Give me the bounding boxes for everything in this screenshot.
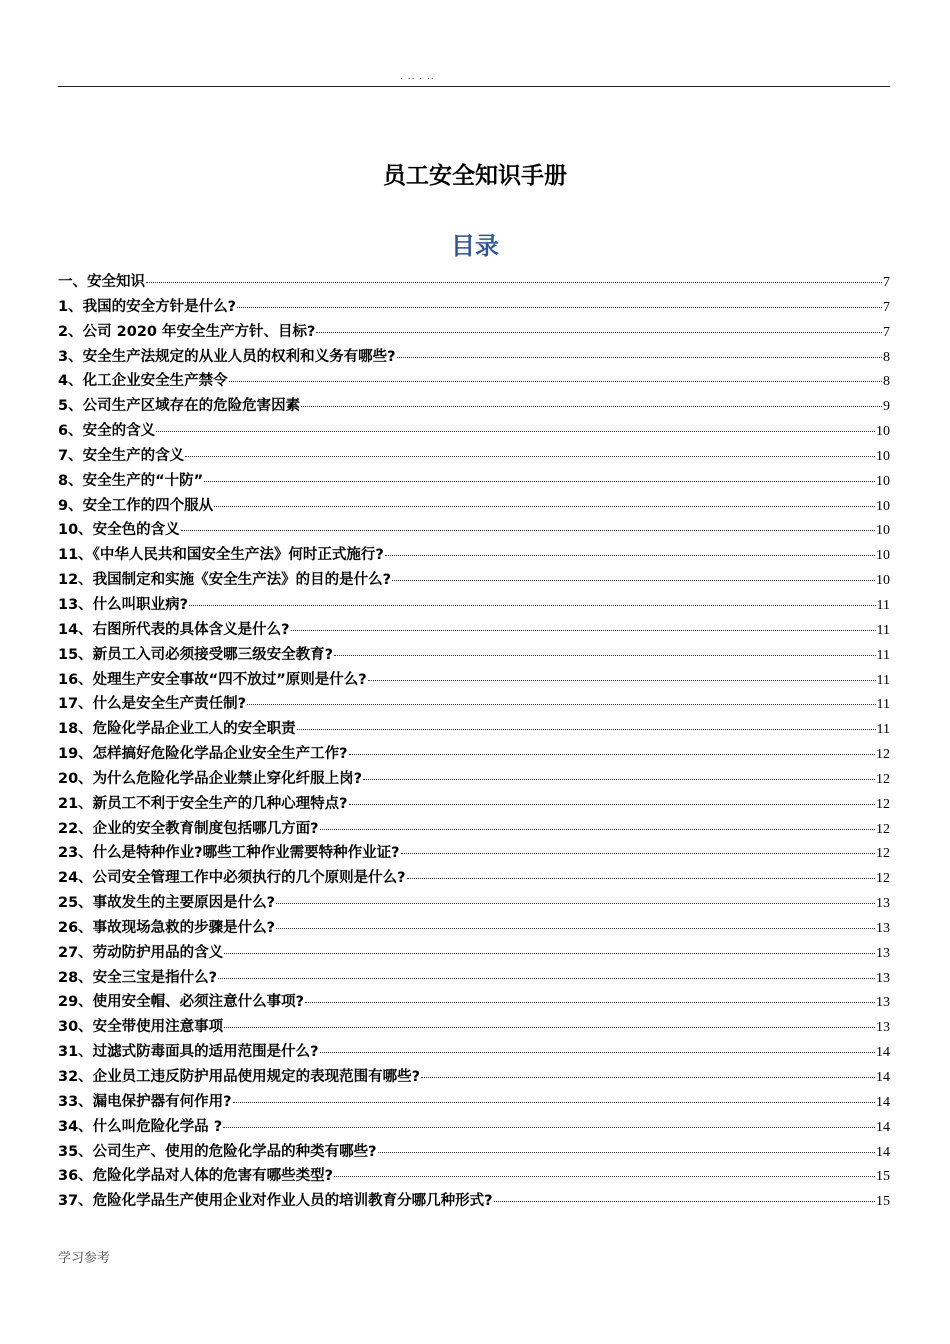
toc-dot-leader [223,1127,875,1128]
header-marks: . .. . .. [400,72,435,82]
toc-entry[interactable] [58,792,890,817]
toc-entry-label: 22、企业的安全教育制度包括哪几方面? [58,820,319,837]
toc-entry-label: 36、危险化学品对人体的危害有哪些类型? [58,1168,334,1185]
toc-entry[interactable] [58,419,890,444]
toc-entry[interactable] [58,1015,890,1040]
toc-dot-leader [237,307,882,308]
toc-entry-page-number: 14 [876,1094,890,1110]
toc-entry[interactable] [58,1189,890,1214]
toc-entry-page-number: 11 [876,647,890,663]
toc-dot-leader [316,332,882,333]
toc-entry-page-number: 12 [876,871,890,887]
toc-entry-page-number: 7 [883,299,890,315]
toc-dot-leader [368,680,876,681]
toc-entry-page-number: 13 [876,945,890,961]
toc-dot-leader [146,282,882,283]
toc-dot-leader [494,1201,875,1202]
toc-entry-label: 35、公司生产、使用的危险化学品的种类有哪些? [58,1143,377,1160]
toc-dot-leader [291,630,876,631]
toc-entry[interactable] [58,270,890,295]
toc-entry-label: 20、为什么危险化学品企业禁止穿化纤服上岗? [58,770,363,787]
toc-entry-label: 8、安全生产的“十防” [58,472,204,489]
toc-entry[interactable] [58,717,890,742]
toc-dot-leader [397,357,883,358]
toc-entry-label: 30、安全带使用注意事项 [58,1019,224,1036]
toc-entry-page-number: 11 [876,597,890,613]
toc-entry-label: 21、新员工不利于安全生产的几种心理特点? [58,795,348,812]
toc-entry-page-number: 11 [876,672,890,688]
toc-dot-leader [401,853,876,854]
toc-dot-leader [218,978,875,979]
toc-dot-leader [276,928,875,929]
toc-entry-page-number: 13 [876,995,890,1011]
toc-dot-leader [378,1152,875,1153]
toc-entry-page-number: 13 [876,896,890,912]
toc-entry-label: 4、化工企业安全生产禁令 [58,373,228,390]
toc-entry-label: 一、安全知识 [58,274,145,290]
toc-entry-page-number: 10 [876,548,890,564]
toc-entry[interactable] [58,692,890,717]
toc-entry[interactable] [58,1090,890,1115]
toc-entry[interactable] [58,593,890,618]
toc-entry[interactable] [58,345,890,370]
toc-entry-page-number: 10 [876,473,890,489]
toc-entry-page-number: 12 [876,747,890,763]
toc-dot-leader [320,1052,875,1053]
toc-entry-page-number: 15 [876,1194,890,1210]
toc-entry-page-number: 9 [883,399,890,415]
toc-entry-page-number: 12 [876,796,890,812]
toc-dot-leader [305,1002,875,1003]
toc-entry-label: 1、我国的安全方针是什么? [58,298,236,315]
toc-entry-page-number: 12 [876,771,890,787]
toc-entry[interactable] [58,817,890,842]
toc-entry-label: 15、新员工入司必须接受哪三级安全教育? [58,646,334,663]
toc-entry-page-number: 10 [876,573,890,589]
toc-entry-label: 23、什么是特种作业?哪些工种作业需要特种作业证? [58,845,400,862]
toc-dot-leader [320,829,875,830]
toc-entry[interactable] [58,841,890,866]
toc-entry-label: 34、什么叫危险化学品 ? [58,1118,223,1135]
toc-entry[interactable] [58,1115,890,1140]
page-footer: 学习参考 [58,1251,111,1266]
toc-entry-label: 9、安全工作的四个服从 [58,497,214,514]
toc-entry-page-number: 14 [876,1144,890,1160]
toc-entry-label: 12、我国制定和实施《安全生产法》的目的是什么? [58,572,392,589]
toc-entry[interactable] [58,891,890,916]
toc-dot-leader [181,530,875,531]
toc-entry[interactable] [58,494,890,519]
toc-entry-page-number: 8 [883,349,890,365]
toc-entry[interactable] [58,742,890,767]
toc-dot-leader [247,704,875,705]
toc-entry[interactable] [58,916,890,941]
toc-dot-leader [334,1176,875,1177]
toc-entry[interactable] [58,1040,890,1065]
toc-dot-leader [421,1077,875,1078]
toc-dot-leader [214,506,875,507]
toc-entry[interactable] [58,618,890,643]
toc-entry-label: 29、使用安全帽、必须注意什么事项? [58,994,305,1011]
toc-entry-label: 6、安全的含义 [58,423,156,440]
document-title: 员工安全知识手册 [383,163,567,189]
toc-entry[interactable] [58,668,890,693]
toc-dot-leader [229,381,882,382]
toc-dot-leader [204,481,875,482]
toc-dot-leader [233,1102,875,1103]
toc-entry-page-number: 13 [876,1020,890,1036]
toc-entry-page-number: 10 [876,523,890,539]
toc-entry-label: 10、安全色的含义 [58,522,180,539]
toc-dot-leader [385,555,875,556]
toc-entry-label: 3、安全生产法规定的从业人员的权利和义务有哪些? [58,348,396,365]
toc-entry[interactable] [58,469,890,494]
toc-entry-label: 33、漏电保护器有何作用? [58,1093,232,1110]
toc-entry[interactable] [58,568,890,593]
toc-entry[interactable] [58,866,890,891]
toc-entry[interactable] [58,394,890,419]
toc-entry-label: 2、公司 2020 年安全生产方针、目标? [58,323,316,340]
toc-entry[interactable] [58,1164,890,1189]
toc-entry-label: 24、公司安全管理工作中必须执行的几个原则是什么? [58,870,406,887]
toc-entry-label: 17、什么是安全生产责任制? [58,696,247,713]
toc-entry[interactable] [58,1065,890,1090]
toc-dot-leader [156,431,875,432]
toc-entry-page-number: 11 [876,722,890,738]
toc-entry-label: 7、安全生产的含义 [58,447,185,464]
table-of-contents [58,270,890,1214]
toc-dot-leader [224,1027,875,1028]
toc-entry-page-number: 10 [876,424,890,440]
toc-entry-page-number: 12 [876,846,890,862]
toc-entry[interactable] [58,543,890,568]
toc-entry-label: 26、事故现场急救的步骤是什么? [58,919,276,936]
toc-entry[interactable] [58,369,890,394]
toc-entry-page-number: 14 [876,1045,890,1061]
toc-dot-leader [349,754,875,755]
toc-entry-page-number: 11 [876,697,890,713]
toc-entry-label: 27、劳动防护用品的含义 [58,944,224,961]
toc-entry[interactable] [58,941,890,966]
toc-entry-label: 19、怎样搞好危险化学品企业安全生产工作? [58,746,348,763]
toc-entry-label: 16、处理生产安全事故“四不放过”原则是什么? [58,671,367,688]
toc-entry-page-number: 10 [876,498,890,514]
toc-dot-leader [407,878,875,879]
toc-dot-leader [334,655,875,656]
toc-dot-leader [189,605,875,606]
toc-dot-leader [297,729,876,730]
toc-entry-label: 13、什么叫职业病? [58,596,189,613]
toc-entry-label: 11、《中华人民共和国安全生产法》何时正式施行? [58,547,384,564]
toc-dot-leader [392,580,875,581]
toc-entry-page-number: 14 [876,1119,890,1135]
toc-entry[interactable] [58,990,890,1015]
toc-entry-label: 5、公司生产区域存在的危险危害因素 [58,398,301,415]
toc-entry-label: 31、过滤式防毒面具的适用范围是什么? [58,1044,319,1061]
toc-entry-label: 32、企业员工违反防护用品使用规定的表现范围有哪些? [58,1069,421,1085]
toc-entry-page-number: 13 [876,920,890,936]
toc-entry-page-number: 13 [876,970,890,986]
toc-entry[interactable] [58,444,890,469]
toc-entry-page-number: 8 [883,374,890,390]
toc-dot-leader [349,804,875,805]
toc-entry[interactable] [58,320,890,345]
toc-entry-label: 37、危险化学品生产使用企业对作业人员的培训教育分哪几种形式? [58,1193,493,1210]
toc-entry[interactable] [58,643,890,668]
toc-entry-label: 25、事故发生的主要原因是什么? [58,895,276,912]
toc-entry-page-number: 12 [876,821,890,837]
toc-entry-label: 18、危险化学品企业工人的安全职责 [58,721,296,738]
toc-dot-leader [301,406,882,407]
toc-entry-label: 28、安全三宝是指什么? [58,969,218,986]
header-rule [58,86,890,87]
toc-dot-leader [276,903,875,904]
toc-entry[interactable] [58,767,890,792]
toc-entry[interactable] [58,518,890,543]
toc-entry[interactable] [58,1140,890,1165]
toc-entry-page-number: 7 [883,275,890,290]
toc-entry-page-number: 7 [883,324,890,340]
toc-heading: 目录 [451,232,499,260]
toc-dot-leader [185,456,875,457]
toc-entry[interactable] [58,295,890,320]
toc-entry-page-number: 10 [876,448,890,464]
toc-dot-leader [363,779,875,780]
toc-dot-leader [224,953,875,954]
toc-entry-page-number: 11 [876,622,890,638]
toc-entry-page-number: 14 [876,1070,890,1085]
toc-entry-label: 14、右图所代表的具体含义是什么? [58,621,290,638]
toc-entry-page-number: 15 [876,1169,890,1185]
toc-entry[interactable] [58,966,890,991]
